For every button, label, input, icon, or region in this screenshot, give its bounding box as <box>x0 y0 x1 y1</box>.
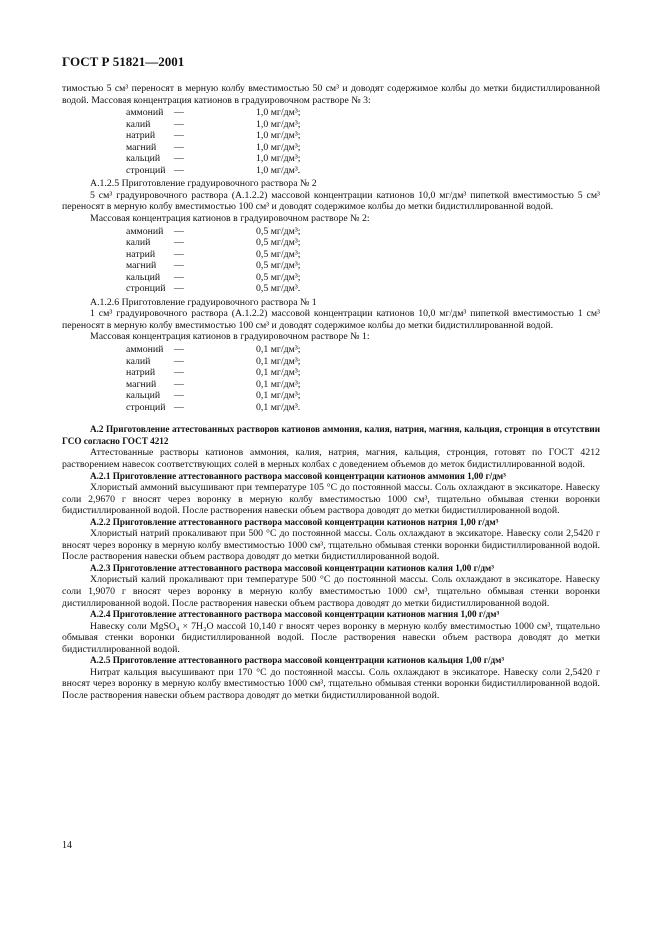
concentration-value: 0,5 мг/дм³; <box>256 237 301 249</box>
dash: — <box>174 248 184 260</box>
dash: — <box>174 390 184 402</box>
element-name: натрий <box>126 248 156 260</box>
section-a-2-1-text: Хлористый аммоний высушивают при температуре 105 °С до постоянной массы. Соль охлаждают в эксикаторе. Навеску соли 2,9670 г вносят через воронку в мерную колбу вместимостью 1000 см³, тщательно обмывая стенки воронки бидистиллированной водой. После растворения навески объем раствора доводят до метки бидистиллированной водой. <box>62 482 600 517</box>
section-a-2-5-text: Нитрат кальция высушивают при 170 °С до постоянной массы. Соль охлаждают в эксикаторе. Навеску соли 2,5420 г вносят через воронку в мерную колбу вместимостью 1000 см³, тщательно обмывая стенки воронки бидистиллированной водой. После растворения навески объем раствора доводят до метки бидистиллированной водой. <box>62 666 600 701</box>
section-a-2-2-text: Хлористый натрий прокаливают при 500 °С до постоянной массы. Соль охлаждают в эксикаторе. Навеску соли 2,5420 г вносят через воронку в мерную колбу вместимостью 1000 см³, тщательно обмывая стенки воронки бидистиллированной водой. После растворения навески объем раствора доводят до метки бидистиллированной водой. <box>62 528 600 563</box>
dash: — <box>174 283 184 295</box>
dash: — <box>174 344 184 356</box>
section-a-2-1-title: А.2.1 Приготовление аттестованного раствора массовой концентрации катионов аммония 1,00 г/дм³ <box>90 470 506 481</box>
concentration-value: 0,1 мг/дм³. <box>256 401 301 413</box>
list-item <box>62 153 600 165</box>
element-name: калий <box>126 355 151 367</box>
list-item <box>62 237 600 249</box>
list-item <box>62 367 600 379</box>
concentration-value: 0,5 мг/дм³; <box>256 248 301 260</box>
list-item <box>62 226 600 238</box>
section-a-2-text: Аттестованные растворы катионов аммония, калия, натрия, магния, кальция, стронция, готовят по ГОСТ 4212 растворением навесок соответствующих солей в мерных колбах с доведением объемов до меток бидистиллированной водой. <box>62 447 600 470</box>
list-item <box>62 107 600 119</box>
section-a-2-5-title: А.2.5 Приготовление аттестованного раствора массовой концентрации катионов кальция 1,00 г/дм³ <box>90 655 505 666</box>
document-body <box>62 83 600 701</box>
dash: — <box>174 237 184 249</box>
concentration-value: 1,0 мг/дм³; <box>256 130 301 142</box>
dash: — <box>174 378 184 390</box>
section-a-2-4-title: А.2.4 Приготовление аттестованного раствора массовой концентрации катионов магния 1,00 г/дм³ <box>90 609 500 620</box>
section-a-2-4-text: Навеску соли MgSO₄ × 7H₂O массой 10,140 г вносят через воронку в мерную колбу вместимостью 1000 см³, тщательно обмывая стенки воронки бидистиллированной водой. После растворения навески объем раствора доводят до метки бидистиллированной водой. <box>62 620 600 655</box>
concentration-value: 0,5 мг/дм³; <box>256 260 301 272</box>
list-item <box>62 379 600 391</box>
paragraph-continuation: тимостью 5 см³ переносят в мерную колбу вместимостью 50 см³ и доводят содержимое колбы до метки бидистиллированной водой. Массовая концентрация катионов в градуировочном растворе № 3: <box>62 83 600 106</box>
page-number: 14 <box>62 840 72 851</box>
concentration-value: 0,1 мг/дм³; <box>256 390 301 402</box>
concentration-value: 0,1 мг/дм³; <box>256 378 301 390</box>
concentration-value: 1,0 мг/дм³; <box>256 141 301 153</box>
element-name: кальций <box>126 390 161 402</box>
list-item <box>62 344 600 356</box>
element-name: аммоний <box>126 107 164 119</box>
concentration-value: 1,0 мг/дм³; <box>256 118 301 130</box>
list-item <box>62 165 600 177</box>
element-name: магний <box>126 260 157 272</box>
dash: — <box>174 141 184 153</box>
dash: — <box>174 260 184 272</box>
element-name: натрий <box>126 367 156 379</box>
concentration-value: 1,0 мг/дм³; <box>256 153 301 165</box>
list-item <box>62 119 600 131</box>
element-name: калий <box>126 118 151 130</box>
concentration-list-3 <box>62 107 600 176</box>
concentration-list-2 <box>62 226 600 295</box>
dash: — <box>174 118 184 130</box>
concentration-value: 0,5 мг/дм³. <box>256 283 301 295</box>
dash: — <box>174 367 184 379</box>
concentration-list-1 <box>62 344 600 413</box>
section-a-1-2-5-text: 5 см³ градуировочного раствора (А.1.2.2) массовой концентрации катионов 10,0 мг/дм³ пипеткой вместимостью 5 см³ переносят в мерную колбу вместимостью 100 см³ и доводят содержимое колбы до метки бидистиллированной водой. <box>62 189 600 213</box>
element-name: кальций <box>126 271 161 283</box>
section-a-1-2-6-title: А.1.2.6 Приготовление градуировочного раствора № 1 <box>90 296 317 308</box>
dash: — <box>174 164 184 176</box>
section-a-1-2-5-title: А.1.2.5 Приготовление градуировочного раствора № 2 <box>90 178 317 190</box>
element-name: натрий <box>126 130 156 142</box>
dash: — <box>174 271 184 283</box>
concentration-value: 0,1 мг/дм³; <box>256 367 301 379</box>
dash: — <box>174 107 184 119</box>
list-item <box>62 402 600 414</box>
list-item <box>62 142 600 154</box>
dash: — <box>174 153 184 165</box>
element-name: стронций <box>126 164 166 176</box>
concentration-value: 0,1 мг/дм³; <box>256 355 301 367</box>
element-name: стронций <box>126 401 166 413</box>
element-name: калий <box>126 237 151 249</box>
element-name: аммоний <box>126 344 164 356</box>
element-name: кальций <box>126 153 161 165</box>
element-name: магний <box>126 141 157 153</box>
list-item <box>62 249 600 261</box>
list-item <box>62 390 600 402</box>
list-item <box>62 260 600 272</box>
section-a-1-2-6-concentration: Массовая концентрация катионов в градуировочном растворе № 1: <box>90 331 370 343</box>
element-name: магний <box>126 378 157 390</box>
section-a-2-2-title: А.2.2 Приготовление аттестованного раствора массовой концентрации катионов натрия 1,00 г/дм³ <box>90 516 499 527</box>
concentration-value: 0,1 мг/дм³; <box>256 344 301 356</box>
concentration-value: 1,0 мг/дм³. <box>256 164 301 176</box>
section-a-2-3-text: Хлористый калий прокаливают при температуре 500 °С до постоянной массы. Соль охлаждают в эксикаторе. Навеску соли 1,9070 г вносят через воронку в мерную колбу вместимостью 1000 см³, тщательно обмывая стенки воронки дистиллированной водой. После растворения навески объем раствора доводят до метки бидистиллированной водой. <box>62 574 600 609</box>
section-a-1-2-6-text: 1 см³ градуировочного раствора (А.1.2.2) массовой концентрации катионов 10,0 мг/дм³ пипеткой вместимостью 1 см³ переносят в мерную колбу вместимостью 100 см³ и доводят содержимое колбы до метки бидистиллированной водой. <box>62 308 600 331</box>
section-a-2-3-title: А.2.3 Приготовление аттестованного раствора массовой концентрации катионов калия 1,00 г/дм³ <box>90 562 494 573</box>
document-header: ГОСТ Р 51821—2001 <box>62 54 185 69</box>
list-item <box>62 283 600 295</box>
concentration-value: 1,0 мг/дм³; <box>256 107 301 119</box>
list-item <box>62 356 600 368</box>
concentration-value: 0,5 мг/дм³; <box>256 271 301 283</box>
concentration-value: 0,5 мг/дм³; <box>256 225 301 237</box>
dash: — <box>174 401 184 413</box>
list-item <box>62 130 600 142</box>
list-item <box>62 272 600 284</box>
element-name: стронций <box>126 283 166 295</box>
section-a-1-2-5-concentration: Массовая концентрация катионов в градуировочном растворе № 2: <box>90 213 370 225</box>
section-a-2-title: А.2 Приготовление аттестованных растворов катионов аммония, калия, натрия, магния, кальция, стронция в отсутствии ГСО согласно ГОСТ 4212 <box>62 424 600 446</box>
dash: — <box>174 225 184 237</box>
dash: — <box>174 355 184 367</box>
dash: — <box>174 130 184 142</box>
element-name: аммоний <box>126 225 164 237</box>
